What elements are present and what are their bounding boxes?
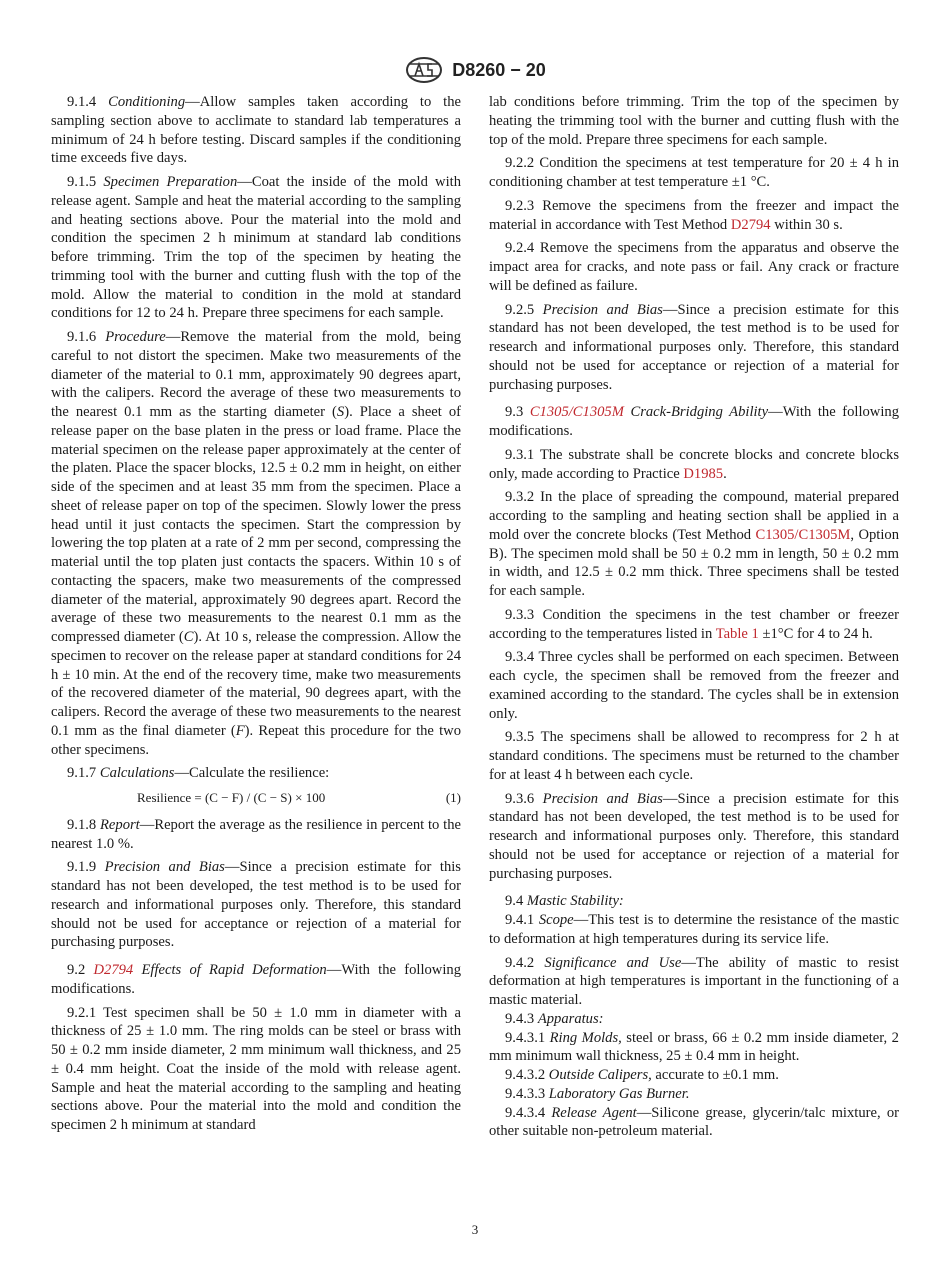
ref-link-c1305[interactable]: C1305/C1305M — [755, 526, 851, 543]
section-9-4-3-2: 9.4.3.2 Outside Calipers, accurate to ±0.1 mm. — [505, 1067, 779, 1083]
ref-link-d2794[interactable]: D2794 — [730, 216, 771, 233]
section-9-3-2: 9.3.2 In the place of spreading the compound, material prepared according to the sampling and heating section shall be applied in a mold over the concrete blocks (Test Method C1305/C1305M, Option B). The specimen mold shall be 50 ± 0.2 mm in length, 50 ± 0.2 mm in width, and 12.5 ± 0.2 mm thick. Three specimens shall be tested for each sample. — [489, 489, 899, 599]
ref-link-d2794[interactable]: D2794 — [93, 962, 134, 978]
section-9-4-3-3: 9.4.3.3 Laboratory Gas Burner. — [505, 1085, 690, 1102]
section-9-1-9: 9.1.9 Precision and Bias—Since a precision estimate for this standard has not been developed, the test method is to be used for research and informational purposes only. Therefore, this standard should not be used for acceptance or rejection of a material for purchasing purposes. — [51, 859, 461, 951]
section-9-1-7: 9.1.7 Calculations—Calculate the resilience: — [67, 765, 330, 782]
section-9-2: 9.2 D2794 Effects of Rapid Deformation—With the following modifications. — [51, 962, 461, 997]
ref-link-c1305[interactable]: C1305/C1305M — [529, 404, 624, 421]
section-9-4-2: 9.4.2 Significance and Use—The ability of mastic to resist deformation at high temperatures is important in the functioning of a mastic material. — [489, 954, 899, 1008]
section-9-3-5: 9.3.5 The specimens shall be allowed to recompress for 2 h at standard conditions. The specimens must be returned to the chamber for at least 4 h between each cycle. — [489, 729, 899, 783]
section-9-3-6: 9.3.6 Precision and Bias—Since a precision estimate for this standard has not been developed, the test method is to be used for research and informational purposes only. Therefore, this standard should not be used for acceptance or rejection of a material for purchasing purposes. — [489, 790, 899, 882]
section-9-1-8: 9.1.8 Report—Report the average as the resilience in percent to the nearest 1.0 %. — [51, 816, 461, 852]
page-number: 3 — [471, 1222, 479, 1237]
section-9-3: 9.3 C1305/C1305M Crack-Bridging Ability—With the following modifications. — [489, 404, 899, 439]
section-9-4-1: 9.4.1 Scope—This test is to determine the resistance of the mastic to deformation at high temperatures during its service life. — [489, 912, 899, 947]
equation-number: (1) — [445, 790, 461, 805]
equation-text: Resilience = (C − F) / (C − S) × 100 — [137, 790, 326, 805]
section-9-2-1: 9.2.1 Test specimen shall be 50 ± 1.0 mm in diameter with a thickness of 25 ± 1.0 mm. The ring molds can be steel or brass with 50 ± 0.2 mm inside diameter, 2 mm minimum wall thickness, and 25 ± 0.4 mm height. Coat the inside of the mold with release agent. Sample and heat the material according to the sampling and heating sections above. Pour the material into the mold and condition the specimen 2 h minimum at standard — [51, 1004, 461, 1133]
section-9-3-1: 9.3.1 The substrate shall be concrete blocks and concrete blocks only, made according to Practice D1985. — [489, 446, 900, 482]
section-9-1-5: 9.1.5 Specimen Preparation—Coat the inside of the mold with release agent. Sample and heat the material according to the sampling and heating sections above. Pour the material into the mold and condition the specimen 2 h minimum at standard lab conditions before trimming. Trim the top of the specimen by heating the trimming tool with the burner and cutting flush with the top of the mold. Allow the material to condition in the mold at standard conditions for 12 to 24 h. Prepare three specimens for each sample. — [51, 174, 461, 322]
section-9-2-5: 9.2.5 Precision and Bias—Since a precision estimate for this standard has not been developed, the test method is to be used for research and informational purposes only. Therefore, this standard should not be used for acceptance or rejection of a material for purchasing purposes. — [489, 301, 899, 393]
page-header — [0, 56, 950, 84]
section-9-2-2: 9.2.2 Condition the specimens at test temperature for 20 ± 4 h in conditioning chamber at test temperature ±1 °C. — [489, 155, 899, 190]
section-9-4: 9.4 Mastic Stability: — [505, 893, 624, 910]
ref-link-table-1[interactable]: Table 1 — [715, 625, 759, 642]
section-9-2-3: 9.2.3 Remove the specimens from the freezer and impact the material in accordance with Test Method D2794 within 30 s. — [489, 197, 899, 233]
section-9-2-4: 9.2.4 Remove the specimens from the apparatus and observe the impact area for cracks, and note pass or fail. Any crack or fracture will be defined as failure. — [489, 240, 899, 294]
section-9-3-4: 9.3.4 Three cycles shall be performed on each specimen. Between each cycle, the specimen shall be removed from the freezer and examined according to the standard. The cycles shall be in extension only. — [489, 649, 899, 722]
section-9-4-3-4: 9.4.3.4 Release Agent—Silicone grease, glycerin/talc mixture, or other suitable non-petroleum material. — [489, 1104, 899, 1140]
resilience-equation — [51, 789, 461, 808]
section-9-4-3-1: 9.4.3.1 Ring Molds, steel or brass, 66 ± 0.2 mm inside diameter, 2 mm minimum wall thickness, 25 ± 0.4 mm in height. — [489, 1029, 899, 1065]
section-9-1-6: 9.1.6 Procedure—Remove the material from the mold, being careful to not distort the specimen. Make two measurements of the diameter of the material to 0.1 mm, approximately 90 degrees apart, with the calipers. Record the average of these two measurements to the nearest 0.1 mm as the starting diameter (S). Place a sheet of release paper on the base platen in the press or load frame. Place the material specimen on the release paper approximately at the center of the platen. Place the spacer blocks, 12.5 ± 0.2 mm in height, on either side of the specimen and at least 35 mm from the specimen. Place a sheet of release paper on top of the specimen. Slowly lower the press head until it just contacts the specimen. Start the compression by lowering the top platen at a rate of 2 mm per second, compressing the material until the top platen just contacts the spacers. Within 10 s of contacting the spacers, make two measurements of the compressed diameter of the material, approximately 90 degrees apart. Record the average of these two measurements to the nearest 0.1 mm as the compressed diameter (C). At 10 s, release the compression. Allow the specimen to recover on the release paper at standard conditions for 24 h ± 10 min. At the end of the recovery time, make two measurements of the recovered diameter of the material, 90 degrees apart, with the calipers. Record the average of these two measurements to the nearest 0.1 mm as the final diameter (F). Repeat this procedure for the two other specimens. — [51, 329, 461, 758]
section-9-4-3: 9.4.3 Apparatus: — [505, 1010, 604, 1027]
right-column — [489, 93, 899, 1141]
ref-link-d1985[interactable]: D1985 — [683, 465, 724, 482]
left-column — [51, 93, 461, 1135]
section-9-2-1-continued: lab conditions before trimming. Trim the top of the specimen by heating the trimming tool with the burner and cutting flush with the top of the mold. Prepare three specimens for each sample. — [489, 94, 899, 148]
section-9-1-4: 9.1.4 Conditioning—Allow samples taken according to the sampling section above to acclimate to standard lab temperatures a minimum of 24 h before testing. Discard samples if the conditioning time exceeds five days. — [51, 94, 462, 167]
document-id: D8260 − 20 — [452, 59, 546, 80]
section-9-3-3: 9.3.3 Condition the specimens in the test chamber or freezer according to the temperatures listed in Table 1 ±1°C for 4 to 24 h. — [489, 606, 899, 642]
astm-logo-icon — [404, 56, 444, 84]
